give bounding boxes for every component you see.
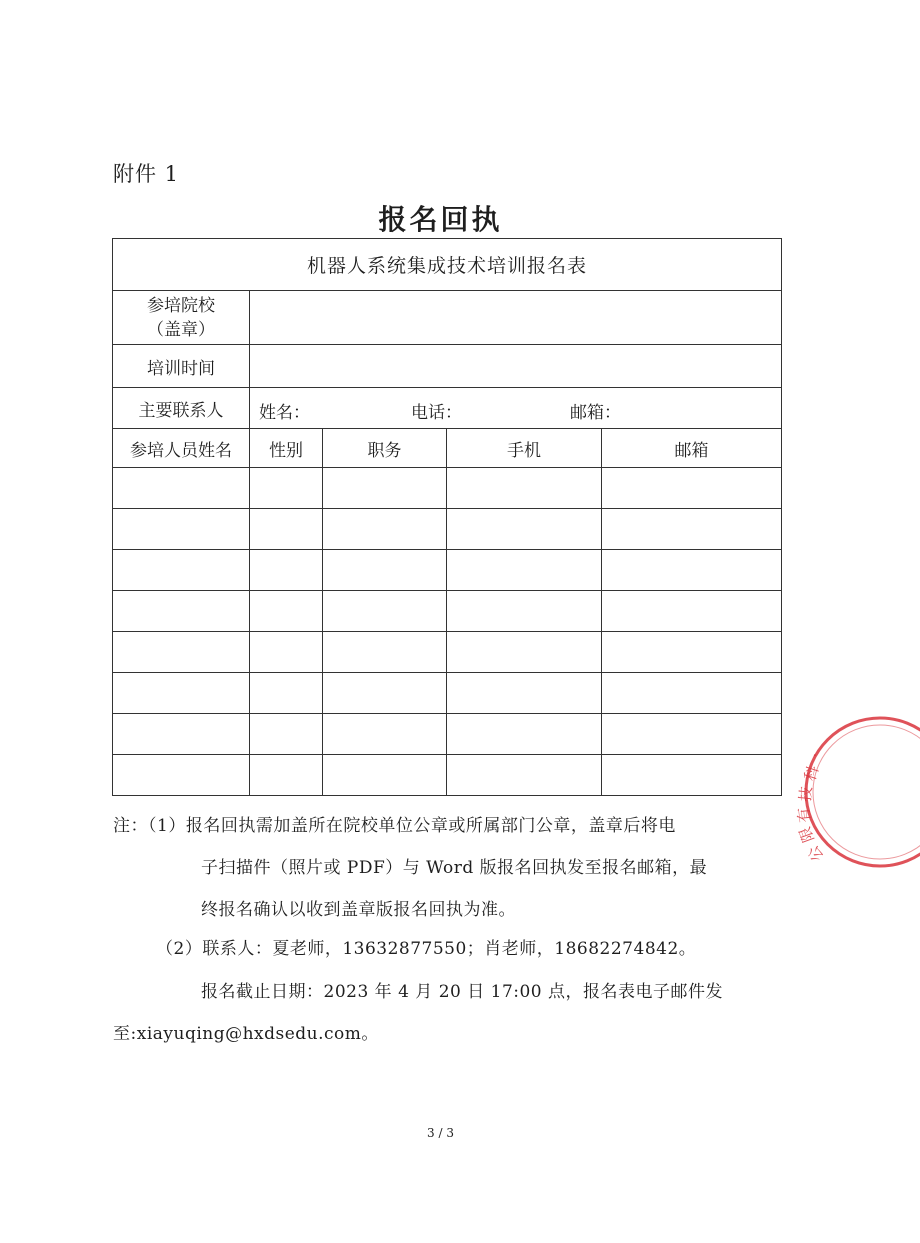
cell[interactable] — [250, 550, 323, 591]
table-row — [113, 468, 782, 509]
table-row — [113, 755, 782, 796]
cell[interactable] — [250, 468, 323, 509]
cell[interactable] — [447, 714, 602, 755]
column-header-position: 职务 — [323, 429, 447, 468]
cell[interactable] — [447, 632, 602, 673]
cell[interactable] — [323, 755, 447, 796]
cell[interactable] — [447, 673, 602, 714]
cell[interactable] — [113, 509, 250, 550]
contact-label: 主要联系人 — [113, 388, 250, 429]
attachment-label: 附件 1 — [113, 162, 180, 186]
note-2: （2）联系人：夏老师，13632877550；肖老师，18682274842。 — [156, 939, 697, 959]
cell[interactable] — [250, 591, 323, 632]
cell[interactable] — [250, 673, 323, 714]
cell[interactable] — [447, 509, 602, 550]
column-header-gender: 性别 — [250, 429, 323, 468]
cell[interactable] — [250, 509, 323, 550]
note-1-line-3: 终报名确认以收到盖章版报名回执为准。 — [201, 900, 516, 920]
cell[interactable] — [113, 591, 250, 632]
page-number: 3 / 3 — [427, 1126, 454, 1140]
svg-text:限: 限 — [795, 824, 818, 845]
time-label: 培训时间 — [113, 345, 250, 388]
note-1-line-1: 注：（1）报名回执需加盖所在院校单位公章或所属部门公章，盖章后将电 — [113, 816, 676, 836]
table-row — [113, 509, 782, 550]
deadline-line-2: 至:xiayuqing@hxdsedu.com。 — [113, 1024, 379, 1044]
cell[interactable] — [323, 509, 447, 550]
cell[interactable] — [602, 468, 782, 509]
cell[interactable] — [602, 509, 782, 550]
cell[interactable] — [602, 591, 782, 632]
contact-email-label: 邮箱： — [570, 403, 621, 423]
cell[interactable] — [447, 550, 602, 591]
cell[interactable] — [323, 468, 447, 509]
deadline-line-1: 报名截止日期：2023 年 4 月 20 日 17:00 点，报名表电子邮件发 — [201, 982, 724, 1002]
cell[interactable] — [113, 755, 250, 796]
cell[interactable] — [113, 673, 250, 714]
school-label — [113, 291, 250, 345]
table-row — [113, 591, 782, 632]
school-label-line2: （盖章） — [147, 319, 215, 340]
cell[interactable] — [602, 673, 782, 714]
cell[interactable] — [447, 468, 602, 509]
company-seal-stamp — [794, 712, 920, 872]
cell[interactable] — [447, 755, 602, 796]
column-header-mobile: 手机 — [447, 429, 602, 468]
cell[interactable] — [113, 632, 250, 673]
time-field[interactable] — [250, 345, 782, 388]
table-row — [113, 550, 782, 591]
column-header-name: 参培人员姓名 — [113, 429, 250, 468]
svg-text:技: 技 — [796, 785, 816, 803]
cell[interactable] — [250, 714, 323, 755]
svg-text:有: 有 — [794, 806, 814, 824]
cell[interactable] — [113, 468, 250, 509]
svg-text:公: 公 — [803, 842, 828, 865]
cell[interactable] — [250, 632, 323, 673]
note-1-line-2: 子扫描件（照片或 PDF）与 Word 版报名回执发至报名邮箱，最 — [201, 858, 708, 878]
cell[interactable] — [323, 591, 447, 632]
table-row — [113, 673, 782, 714]
contact-phone-label: 电话： — [411, 403, 462, 423]
cell[interactable] — [323, 632, 447, 673]
column-header-email: 邮箱 — [602, 429, 782, 468]
table-row — [113, 632, 782, 673]
form-header: 机器人系统集成技术培训报名表 — [113, 239, 782, 291]
school-field[interactable] — [250, 291, 782, 345]
document-title: 报名回执 — [378, 203, 503, 236]
cell[interactable] — [447, 591, 602, 632]
cell[interactable] — [323, 714, 447, 755]
cell[interactable] — [323, 550, 447, 591]
svg-text:科: 科 — [800, 763, 823, 784]
contact-name-label: 姓名： — [259, 403, 310, 423]
cell[interactable] — [602, 755, 782, 796]
cell[interactable] — [323, 673, 447, 714]
cell[interactable] — [602, 714, 782, 755]
school-label-line1: 参培院校 — [147, 295, 215, 316]
contact-field[interactable] — [250, 388, 782, 429]
cell[interactable] — [250, 755, 323, 796]
table-row — [113, 714, 782, 755]
cell[interactable] — [113, 714, 250, 755]
svg-text:·: · — [806, 748, 824, 763]
cell[interactable] — [602, 632, 782, 673]
cell[interactable] — [113, 550, 250, 591]
cell[interactable] — [602, 550, 782, 591]
registration-form — [112, 238, 782, 796]
